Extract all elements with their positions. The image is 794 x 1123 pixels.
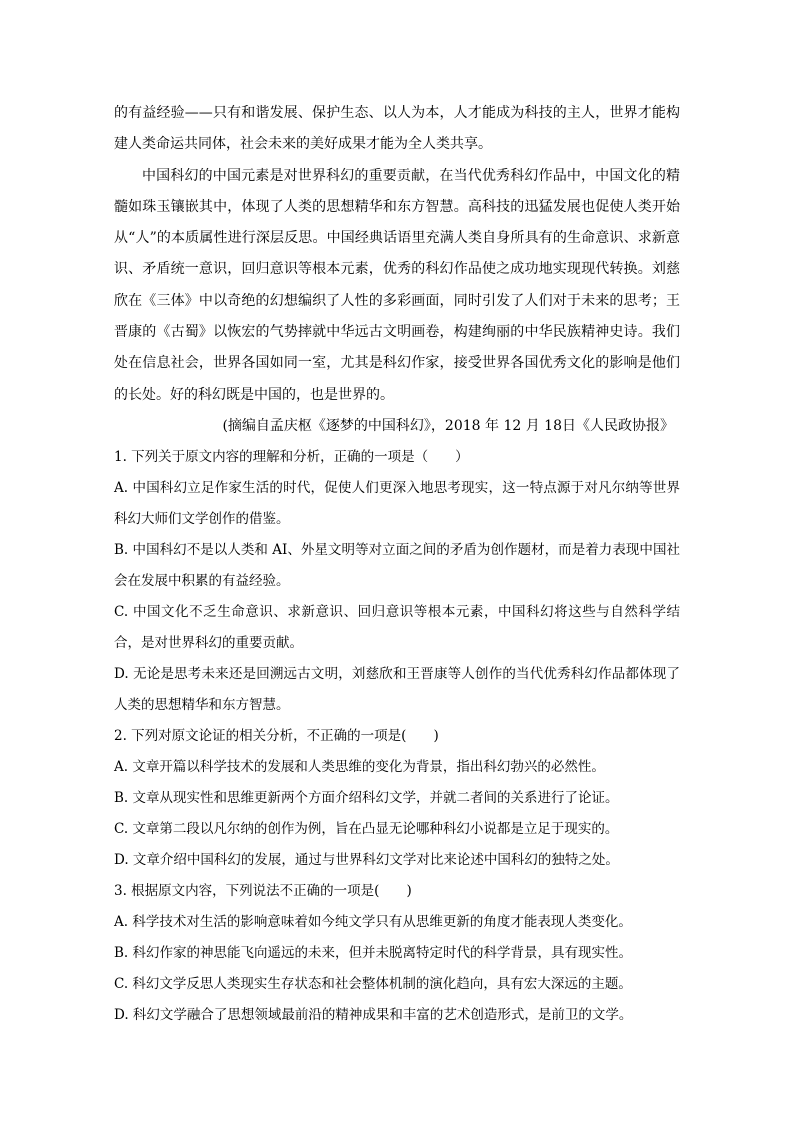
option-d: D. 无论是思考未来还是回溯远古文明，刘慈欣和王晋康等人创作的当代优秀科幻作品都体现了人类的思想精华和东方智慧。: [114, 665, 680, 713]
question-stem: 3. 根据原文内容，下列说法不正确的一项是( ): [114, 882, 412, 899]
question-2: [114, 721, 680, 876]
question-3: [114, 876, 680, 1031]
option-c: C. 中国文化不乏生命意识、求新意识、回归意识等根本元素，中国科幻将这些与自然科学结合，是对世界科幻的重要贡献。: [114, 603, 680, 651]
passage-source-citation: (摘编自孟庆枢《逐梦的中国科幻》，2018 年 12 月 18日《人民政协报》: [222, 417, 674, 434]
passage-paragraph: 中国科幻的中国元素是对世界科幻的重要贡献，在当代优秀科幻作品中，中国文化的精髓如珠玉镶嵌其中，体现了人类的思想精华和东方智慧。高科技的迅猛发展也促使人类开始从“人”的本质属性进行深层反思。中国经典话语里充满人类自身所具有的生命意识、求新意识、矛盾统一意识，回归意识等根本元素，优秀的科幻作品使之成功地实现现代转换。刘慈欣在《三体》中以奇绝的幻想编织了人性的多彩画面，同时引发了人们对于未来的思考；王晋康的《古蜀》以恢宏的气势摔就中华远古文明画卷，构建绚丽的中华民族精神史诗。我们处在信息社会，世界各国如同一室，尤其是科幻作家，接受世界各国优秀文化的影响是他们的长处。好的科幻既是中国的，也是世界的。: [114, 167, 680, 403]
question-1: [114, 442, 680, 721]
passage-paragraph-continued: 的有益经验——只有和谐发展、保护生态、以人为本，人才能成为科技的主人，世界才能构建人类命运共同体，社会未来的美好成果才能为全人类共享。: [114, 105, 680, 153]
option-b: B. 文章从现实性和思维更新两个方面介绍科幻文学，并就二者间的关系进行了论证。: [114, 789, 619, 806]
option-a: A. 中国科幻立足作家生活的时代，促使人们更深入地思考现实，这一特点源于对凡尔纳等世界科幻大师们文学创作的借鉴。: [114, 479, 680, 527]
question-stem: 1. 下列关于原文内容的理解和分析，正确的一项是（ ）: [114, 448, 469, 465]
option-c: C. 文章第二段以凡尔纳的创作为例，旨在凸显无论哪种科幻小说都是立足于现实的。: [114, 820, 619, 837]
option-a: A. 文章开篇以科学技术的发展和人类思维的变化为背景，指出科幻勃兴的必然性。: [114, 758, 605, 775]
option-b: B. 中国科幻不是以人类和 AI、外星文明等对立面之间的矛盾为创作题材，而是着力表现中国社会在发展中积累的有益经验。: [114, 541, 680, 589]
option-d: D. 文章介绍中国科幻的发展，通过与世界科幻文学对比来论述中国科幻的独特之处。: [114, 851, 619, 868]
option-a: A. 科学技术对生活的影响意味着如今纯文学只有从思维更新的角度才能表现人类变化。: [114, 913, 632, 930]
option-d: D. 科幻文学融合了思想领域最前沿的精神成果和丰富的艺术创造形式，是前卫的文学。: [114, 1006, 633, 1023]
question-stem: 2. 下列对原文论证的相关分析，不正确的一项是( ): [114, 727, 439, 744]
option-c: C. 科幻文学反思人类现实生存状态和社会整体机制的演化趋向，具有宏大深远的主题。: [114, 975, 632, 992]
option-b: B. 科幻作家的神思能飞向遥远的未来，但并未脱离特定时代的科学背景，具有现实性。: [114, 944, 633, 961]
